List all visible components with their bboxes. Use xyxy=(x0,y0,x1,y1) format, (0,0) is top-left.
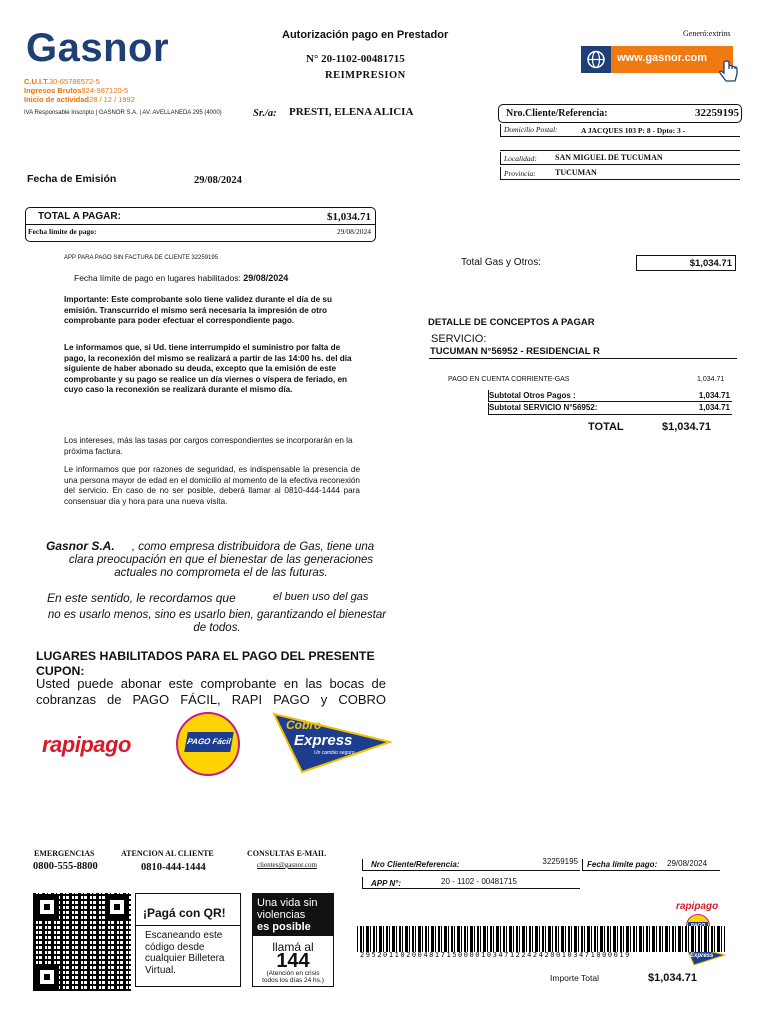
localidad-value: SAN MIGUEL DE TUCUMAN xyxy=(555,153,663,162)
qr-text-4: Virtual. xyxy=(145,964,176,976)
cobro-text-1: Cobro xyxy=(286,718,322,732)
provincia-row xyxy=(500,167,740,180)
blank-line xyxy=(500,150,740,151)
habilitados-value: 29/08/2024 xyxy=(243,273,289,283)
cobro-express-logo xyxy=(272,712,392,779)
provincia-value: TUCUMAN xyxy=(555,168,597,177)
total-gas-box xyxy=(636,255,736,271)
qr-instructions xyxy=(145,930,225,976)
lugares-title-1: LUGARES HABILITADOS PARA EL PAGO DEL PRESENTE xyxy=(36,649,375,663)
website-banner[interactable] xyxy=(581,46,733,73)
important-note-1: Importante: Este comprobante solo tiene validez durante el día de su emisión. Transcurrido el mismo será necesaria la impresión de otro comprobante para poder efectuar el correspondiente pago. xyxy=(64,295,332,325)
domicilio-row xyxy=(500,124,740,137)
company-registration xyxy=(24,77,135,104)
stub-ref-value: 32259195 xyxy=(542,857,578,866)
stub-due-label: Fecha límite pago: xyxy=(587,860,658,869)
website-link[interactable]: www.gasnor.com xyxy=(617,52,708,64)
reimpresion-label: REIMPRESION xyxy=(325,70,406,81)
iibb-label: Ingresos Brutos xyxy=(24,86,82,95)
domicilio-value: A JACQUES 103 P: 8 - Dpto: 3 - xyxy=(581,126,686,135)
client-name: PRESTI, ELENA ALICIA xyxy=(289,106,414,118)
emergencias-label: EMERGENCIAS xyxy=(34,849,95,858)
qr-instructions-box xyxy=(135,893,241,987)
payment-barcode xyxy=(357,926,725,952)
client-ref-value: 32259195 xyxy=(695,107,739,119)
brand-message xyxy=(46,540,396,580)
inicio-label: Inicio de actividad xyxy=(24,95,90,104)
globe-icon xyxy=(581,46,611,73)
subtotal-servicio-row xyxy=(488,403,732,415)
subtotal-servicio-value: 1,034.71 xyxy=(698,403,730,412)
salutation-label: Sr./a: xyxy=(253,108,277,119)
lugares-title xyxy=(36,649,396,679)
cobro-tagline: Un cambio seguro xyxy=(314,750,355,756)
due-date-value: 29/08/2024 xyxy=(336,227,371,236)
client-ref-box xyxy=(498,104,742,123)
total-gas-label: Total Gas y Otros: xyxy=(461,257,542,268)
emergencias-value: 0800-555-8800 xyxy=(33,861,98,872)
document-title: Autorización pago en Prestador xyxy=(282,29,449,41)
total-value: $1,034.71 xyxy=(662,421,711,433)
crisis-line-2: todos los días 24 hs.) xyxy=(262,977,324,984)
importe-label: Importe Total xyxy=(550,973,599,983)
document-number: N° 20-1102-00481715 xyxy=(306,53,405,65)
lugares-text xyxy=(36,676,386,708)
rapipago-logo: rapipago xyxy=(42,732,131,757)
stub-app-row xyxy=(362,877,580,889)
cuit-label: C.U.I.T. xyxy=(24,77,50,86)
crisis-line-1: (Atención en crisis xyxy=(266,970,320,977)
stub-app-label: APP N°: xyxy=(371,879,402,888)
atencion-value: 0810-444-1444 xyxy=(141,862,206,873)
llama-label: llamá al xyxy=(272,940,314,954)
consultas-email-link[interactable]: clientes@gasnor.com xyxy=(257,861,317,869)
campaign-144-box xyxy=(252,893,334,987)
violencia-line-2: violencias xyxy=(257,909,306,921)
cobro-text-2: Express xyxy=(294,732,353,749)
number-144: 144 xyxy=(276,950,310,972)
stub-due-value: 29/08/2024 xyxy=(667,859,708,868)
brand-line-1: , como empresa distribuidora de Gas, tiene una xyxy=(131,541,375,553)
brand-line-2: clara preocupación en que el bienestar de las generaciones xyxy=(68,554,374,566)
qr-text-3: cualquier Billetera xyxy=(145,953,225,964)
stub-app-value: 20 - 1102 - 00481715 xyxy=(441,877,517,886)
brand-line-5: no es usarlo menos, sino es usarlo bien, garantizando el bienestar xyxy=(47,609,387,621)
total-gas-value: $1,034.71 xyxy=(689,258,732,269)
servicio-row xyxy=(429,346,737,359)
violencia-line-1: Una vida sin xyxy=(257,897,318,909)
inicio-value: 28 / 12 / 1992 xyxy=(89,95,135,104)
importe-value: $1,034.71 xyxy=(648,972,697,984)
emision-label: Fecha de Emisión xyxy=(27,173,117,185)
stub-ref-row xyxy=(362,859,580,871)
emision-value: 29/08/2024 xyxy=(194,175,242,186)
barcode-digits: 29520110200481715000010347122424200103471000019 xyxy=(360,951,631,959)
due-date-label: Fecha límite de pago: xyxy=(28,227,97,236)
qr-text-1: Escaneando este xyxy=(145,930,223,941)
item-value: 1,034.71 xyxy=(697,376,725,383)
subtotal-otros-label: Subtotal Otros Pagos : xyxy=(489,391,576,400)
important-note-2: Le informamos que, si Ud. tiene interrumpido el suministro por falta de pago, la reconexión del mismo se realizará a partir de las 14:00 hs. del día siguiente de haber abonado su deuda, excepto que la emisión de este comprobante y su pago se realice un día viernes o víspera de feriado, en cuyo caso la reconexión se realizará durante el mismo día. xyxy=(64,343,352,394)
client-ref-label: Nro.Cliente/Referencia: xyxy=(506,108,608,119)
item-label: PAGO EN CUENTA CORRIENTE-GAS xyxy=(448,376,570,383)
brand-line-6: de todos. xyxy=(193,622,241,634)
total-label: TOTAL xyxy=(588,421,624,433)
total-to-pay-label: TOTAL A PAGAR: xyxy=(38,211,121,222)
brand-line-4b: el buen uso del gas xyxy=(273,591,369,603)
payment-qr-code[interactable] xyxy=(33,893,131,991)
app-note: APP PARA PAGO SIN FACTURA DE CLIENTE 32259195 xyxy=(64,255,219,261)
localidad-row xyxy=(500,152,740,165)
pagofacil-logo xyxy=(176,712,240,776)
atencion-label: ATENCION AL CLIENTE xyxy=(121,849,214,858)
rapipago-small-logo: rapipago xyxy=(676,901,719,912)
brand-line-4a: En este sentido, le recordamos que xyxy=(47,591,236,605)
lugares-text-1: Usted puede abonar este comprobante en las bocas de xyxy=(36,676,386,691)
habilitados-label: Fecha límite de pago en lugares habilitados: xyxy=(74,273,241,283)
qr-text-2: código desde xyxy=(145,941,205,953)
servicio-value: TUCUMAN N°56952 - RESIDENCIAL R xyxy=(430,346,600,357)
habilitados-line xyxy=(74,273,288,283)
stub-ref-label: Nro Cliente/Referencia: xyxy=(371,860,460,869)
subtotal-servicio-label: Subtotal SERVICIO N°56952: xyxy=(489,403,598,412)
generated-by: Generó:extrins xyxy=(683,29,731,38)
violencia-line-3: es posible xyxy=(257,921,311,933)
consultas-label: CONSULTAS E-MAIL xyxy=(247,849,327,858)
brand-line-3: actuales no comprometa el de las futuras. xyxy=(114,567,328,579)
servicio-label: SERVICIO: xyxy=(431,333,487,345)
cobro-small-text-2: Express xyxy=(690,953,714,959)
gasnor-logo: Gasnor xyxy=(26,26,170,70)
subtotal-otros-row xyxy=(488,390,732,402)
seguridad-note: Le informamos que por razones de seguridad, es indispensable la presencia de una persona mayor de edad en el domicilio al momento de la efectiva reconexión del servicio. En caso de no ser posible, deberá llamar al 0810-444-1444 para consensuar día y hora para una nueva visita. xyxy=(64,465,360,506)
stub-due-row xyxy=(582,859,720,871)
total-to-pay-value: $1,034.71 xyxy=(327,211,371,223)
lugares-text-2: cobranzas de PAGO FÁCIL, RAPI PAGO y COBRO xyxy=(36,692,386,707)
domicilio-label: Domicilio Postal: xyxy=(504,125,558,134)
cuit-value: 30-65786572-5 xyxy=(49,77,100,86)
iva-address-line: IVA Responsable Inscripto | GASNOR S.A. | AV. AVELLANEDA 295 (4000) xyxy=(24,110,222,116)
brand-closing xyxy=(40,609,394,635)
lugares-title-2: CUPON: xyxy=(36,664,85,678)
hand-pointer-icon xyxy=(718,60,740,84)
brand-company: Gasnor S.A. xyxy=(46,539,115,553)
qr-title: ¡Pagá con QR! xyxy=(143,906,226,920)
provincia-label: Provincia: xyxy=(504,169,536,178)
detalle-title: DETALLE DE CONCEPTOS A PAGAR xyxy=(428,317,595,328)
intereses-note: Los intereses, más las tasas por cargos correspondientes se incorporarán en la próxima factura. xyxy=(64,436,353,456)
pagofacil-text: PAGO Fácil xyxy=(184,732,234,752)
total-to-pay-box xyxy=(25,207,376,242)
localidad-label: Localidad: xyxy=(504,154,537,163)
iibb-value: 924-987120-5 xyxy=(81,86,129,95)
subtotal-otros-value: 1,034.71 xyxy=(698,391,730,400)
